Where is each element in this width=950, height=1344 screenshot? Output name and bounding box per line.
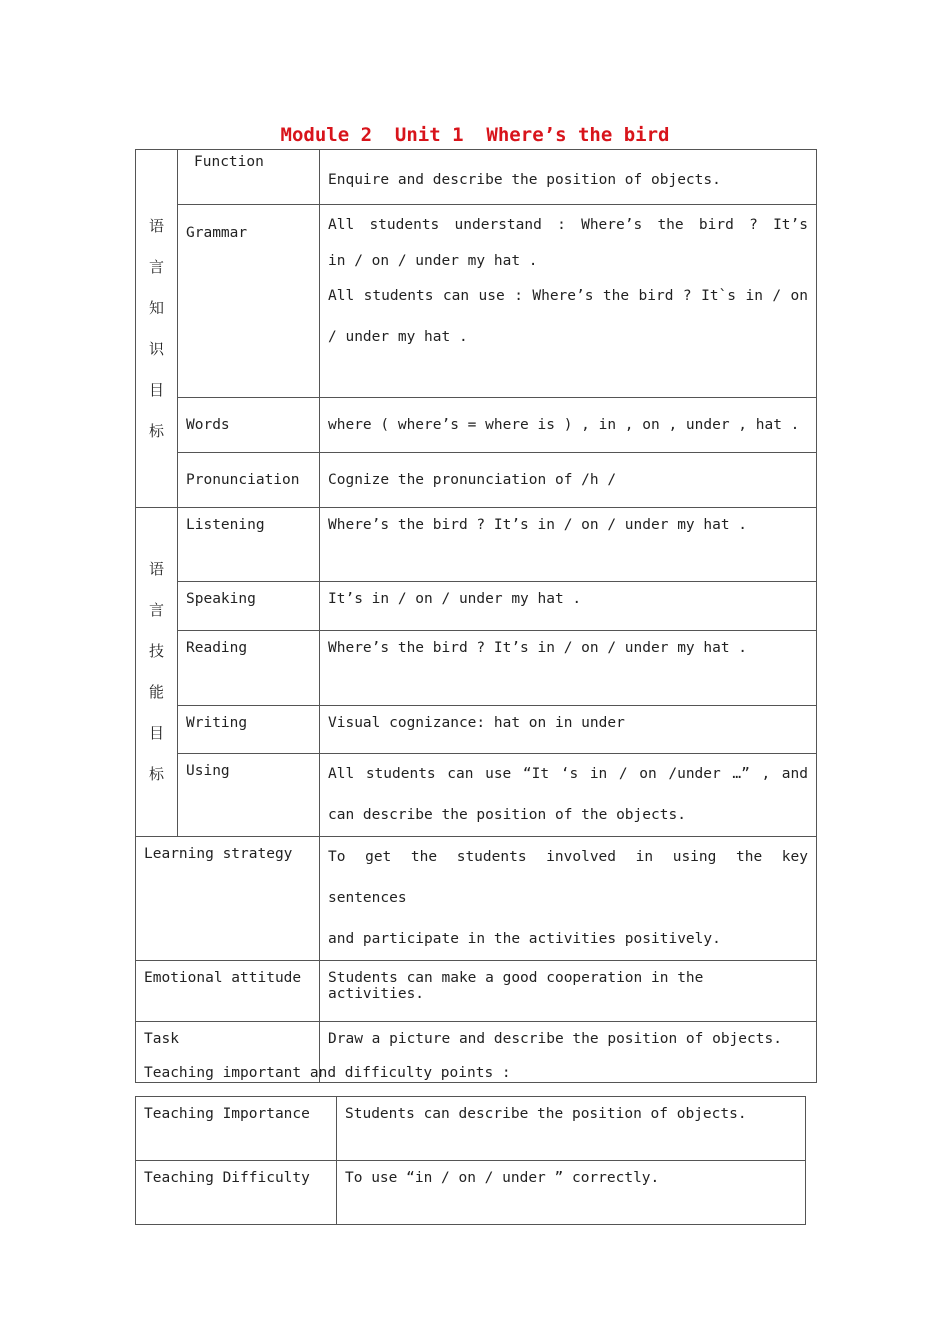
knowledge-goal-label: 语 言 知 识 目 标 <box>136 150 178 508</box>
row-content-learning-strategy: To get the students involved in using the key sentences and participate in the activities positively. <box>320 837 817 961</box>
row-content-function: Enquire and describe the position of objects. <box>320 150 817 205</box>
table-row <box>136 706 817 754</box>
row-content-emotional-attitude: Students can make a good cooperation in the activities. <box>320 961 817 1022</box>
table-row <box>136 508 817 582</box>
row-label-pronunciation: Pronunciation <box>178 453 320 508</box>
table-row <box>136 837 817 961</box>
difficulty-content-difficulty: To use “in / on / under ” correctly. <box>337 1161 806 1225</box>
table-row <box>136 754 817 837</box>
difficulty-label-difficulty: Teaching Difficulty <box>136 1161 337 1225</box>
row-label-emotional-attitude: Emotional attitude <box>136 961 320 1022</box>
objectives-table <box>135 149 817 1083</box>
table-row <box>136 631 817 706</box>
table-row <box>136 453 817 508</box>
table-row <box>136 582 817 631</box>
row-label-speaking: Speaking <box>178 582 320 631</box>
row-content-using: All students can use “It ‘s in / on /under …” , and can describe the position of the objects. <box>320 754 817 837</box>
row-label-task: Task <box>136 1022 320 1083</box>
row-label-words: Words <box>178 398 320 453</box>
row-content-listening: Where’s the bird ? It’s in / on / under my hat . <box>320 508 817 582</box>
table-row <box>136 1161 806 1225</box>
row-content-task: Draw a picture and describe the position of objects. <box>320 1022 817 1083</box>
row-label-writing: Writing <box>178 706 320 754</box>
table-row <box>136 205 817 398</box>
row-content-speaking: It’s in / on / under my hat . <box>320 582 817 631</box>
table-row <box>136 398 817 453</box>
difficulty-label-importance: Teaching Importance <box>136 1097 337 1161</box>
row-label-function: Function <box>178 150 320 205</box>
row-label-learning-strategy: Learning strategy <box>136 837 320 961</box>
page-title: Module 2 Unit 1 Where’s the bird <box>280 124 670 146</box>
difficulty-table <box>135 1096 806 1225</box>
row-content-words: where ( where’s = where is ) , in , on , under , hat . <box>320 398 817 453</box>
table-row <box>136 1097 806 1161</box>
row-content-grammar: All students understand : Where’s the bird ? It’s in / on / under my hat . All students can use : Where’s the bird ? It`s in / on / under my hat . <box>320 205 817 398</box>
row-content-reading: Where’s the bird ? It’s in / on / under my hat . <box>320 631 817 706</box>
row-content-writing: Visual cognizance: hat on in under <box>320 706 817 754</box>
row-label-using: Using <box>178 754 320 837</box>
row-label-listening: Listening <box>178 508 320 582</box>
table-row <box>136 961 817 1022</box>
row-label-grammar: Grammar <box>178 205 320 398</box>
table-row <box>136 150 817 205</box>
skills-goal-label: 语 言 技 能 目 标 <box>136 508 178 837</box>
row-content-pronunciation: Cognize the pronunciation of /h / <box>320 453 817 508</box>
difficulty-heading: Teaching important and difficulty points : <box>144 1065 511 1081</box>
difficulty-content-importance: Students can describe the position of objects. <box>337 1097 806 1161</box>
row-label-reading: Reading <box>178 631 320 706</box>
